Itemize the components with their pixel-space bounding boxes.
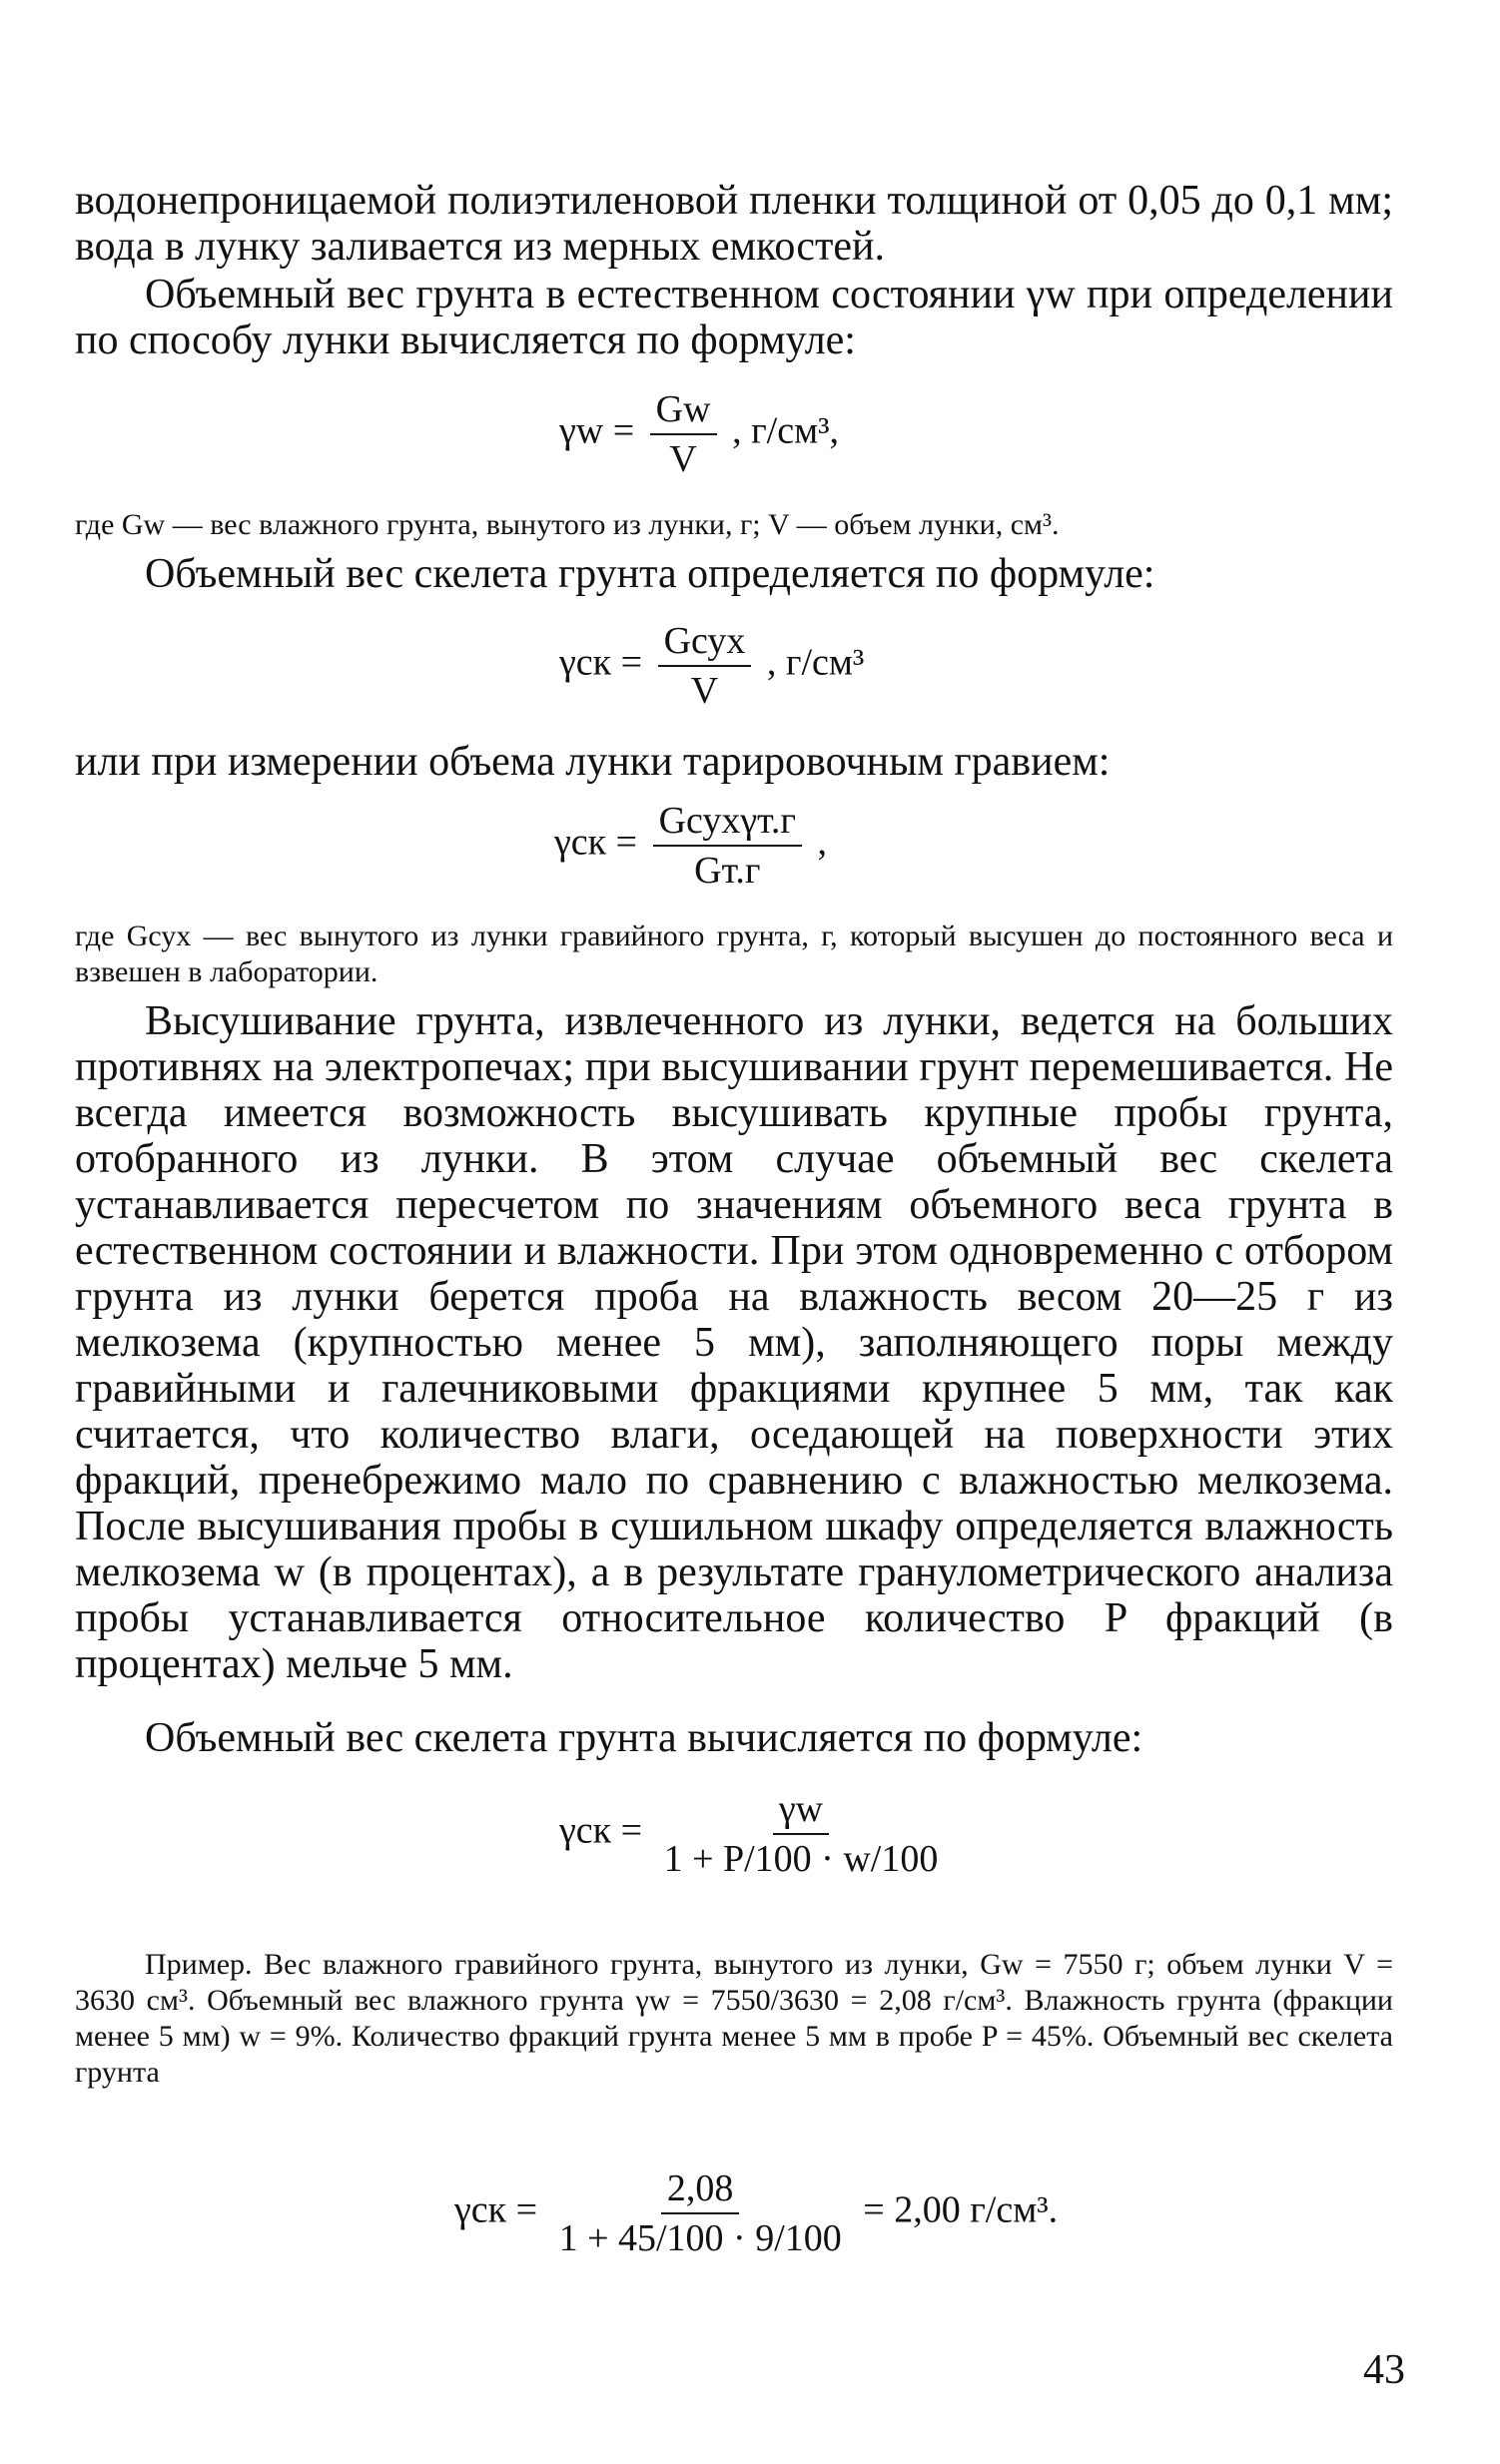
text-block-6 [75, 1715, 1393, 1761]
denominator: V [690, 670, 719, 712]
numerator: Gсух [658, 619, 752, 667]
numerator: Gсухγт.г [653, 799, 802, 847]
denominator: 1 + 45/100 · 9/100 [558, 2217, 842, 2259]
fraction [658, 619, 752, 713]
formula-result: = 2,00 г/см³. [863, 2188, 1059, 2231]
denominator: 1 + P/100 · w/100 [663, 1838, 939, 1880]
denominator: Gт.г [694, 850, 761, 892]
paragraph-1: водонепроницаемой полиэтиленовой пленки толщиной от 0,05 до 0,1 мм; вода в лунку заливается из мерных емкостей. [75, 178, 1393, 270]
formula-lhs: γск = [554, 821, 638, 864]
text-block-3 [75, 551, 1393, 597]
formula-gamma-sk-2 [554, 799, 827, 893]
text-block-5 [75, 998, 1393, 1687]
numerator: γw [773, 1787, 829, 1835]
formula-gamma-sk-1 [559, 619, 864, 713]
text-block-2 [75, 272, 1393, 363]
example-block [75, 1947, 1393, 2091]
text-block-1 [75, 178, 1393, 270]
formula-unit: , г/см³ [766, 641, 865, 684]
note-1: где Gw — вес влажного грунта, вынутого из лунки, г; V — объем лунки, см³. [75, 508, 1060, 541]
fraction [553, 2166, 848, 2260]
numerator: Gw [650, 387, 717, 435]
numerator: 2,08 [661, 2166, 740, 2214]
paragraph-2: Объемный вес грунта в естественном состоянии γw при определении по способу лунки вычисляется по формуле: [75, 272, 1393, 363]
fraction [650, 387, 717, 481]
page-number: 43 [1363, 2347, 1405, 2393]
fraction [653, 799, 802, 893]
text-block-4 [75, 739, 1393, 785]
paragraph-6: Объемный вес скелета грунта вычисляется по формуле: [145, 1715, 1143, 1761]
formula-unit: , г/см³, [732, 409, 840, 452]
fraction [658, 1787, 945, 1881]
denominator: V [669, 438, 697, 480]
formula-unit: , [817, 821, 827, 864]
paragraph-5: Высушивание грунта, извлеченного из лунки, ведется на больших противнях на электропечах; при высушивании грунт перемешивается. Не всегда имеется возможность высушивать крупные пробы грунта, отобранного из лунки. В этом случае объемный вес скелета устанавливается пересчетом по значениям объемного веса грунта в естественном состоянии и влажности. При этом одновременно с отбором грунта из лунки берется проба на влажность весом 20—25 г из мелкозема (крупностью менее 5 мм), заполняющего поры между гравийными и галечниковыми фракциями крупнее 5 мм, так как считается, что количество влаги, оседающей на поверхности этих фракций, пренебрежимо мало по сравнению с влажностью мелкозема. После высушивания пробы в сушильном шкафу определяется влажность мелкозема w (в процентах), а в результате гранулометрического анализа пробы устанавливается относительное количество P фракций (в процентах) мельче 5 мм. [75, 998, 1393, 1687]
formula-example-result [454, 2166, 1058, 2260]
note-block-2 [75, 919, 1393, 990]
formula-lhs: γск = [559, 1809, 643, 1852]
formula-gamma-sk-3 [559, 1787, 950, 1881]
paragraph-3: Объемный вес скелета грунта определяется по формуле: [145, 551, 1155, 597]
example-text: Пример. Вес влажного гравийного грунта, вынутого из лунки, Gw = 7550 г; объем лунки V = 3630 см³. Объемный вес влажного грунта γw = 7550/3630 = 2,08 г/см³. Влажность грунта (фракции менее 5 мм) w = 9%. Количество фракций грунта менее 5 мм в пробе P = 45%. Объемный вес скелета грунта [75, 1948, 1393, 2089]
formula-lhs: γск = [454, 2188, 538, 2231]
note-2: где Gсух — вес вынутого из лунки гравийного грунта, г, который высушен до постоянного веса и взвешен в лаборатории. [75, 920, 1393, 988]
formula-gamma-w [559, 387, 839, 481]
note-block-1 [75, 507, 1393, 543]
formula-lhs: γw = [559, 409, 635, 452]
paragraph-4: или при измерении объема лунки тарировочным гравием: [75, 739, 1111, 785]
formula-lhs: γск = [559, 641, 643, 684]
